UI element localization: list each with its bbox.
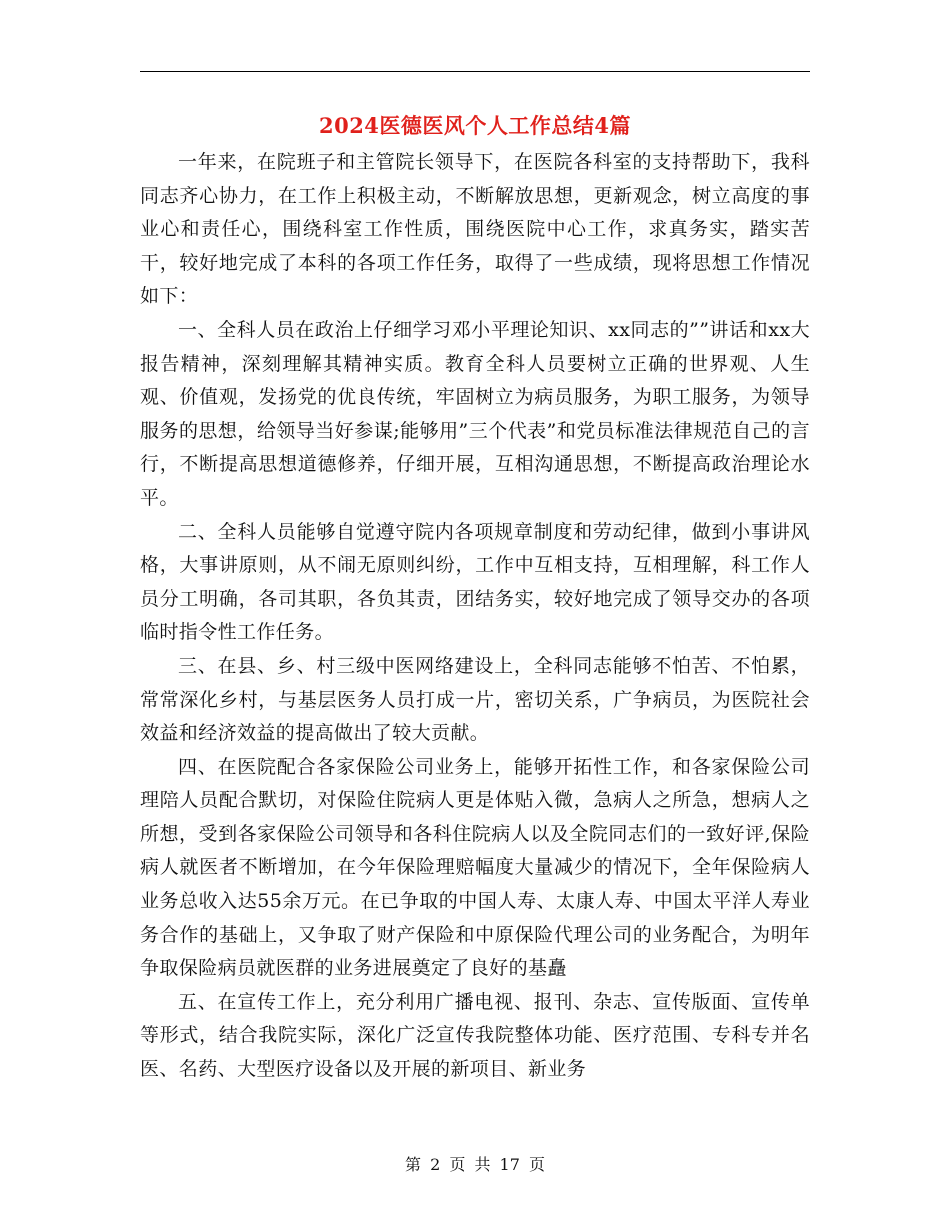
paragraph-section-1: 一、全科人员在政治上仔细学习邓小平理论知识、xx同志的””讲话和xx大报告精神，深刻理解其精神实质。教育全科人员要树立正确的世界观、人生观、价值观，发扬党的优良传统，牢固树立为病员服务，为职工服务，为领导服务的思想，给领导当好参谋;能够用”三个代表”和党员标准法律规范自己的言行，不断提高思想道德修养，仔细开展，互相沟通思想，不断提高政治理论水平。 [140, 318, 810, 509]
paragraph-section-5: 五、在宣传工作上，充分利用广播电视、报刊、杂志、宣传版面、宣传单等形式，结合我院实际，深化广泛宣传我院整体功能、医疗范围、专科专并名医、名药、大型医疗设备以及开展的新项目、新业务 [140, 990, 810, 1081]
paragraph-section-3: 三、在县、乡、村三级中医网络建设上，全科同志能够不怕苦、不怕累，常常深化乡村，与基层医务人员打成一片，密切关系，广争病员，为医院社会效益和经济效益的提高做出了较大贡献。 [140, 654, 810, 745]
paragraph-section-4: 四、在医院配合各家保险公司业务上，能够开拓性工作，和各家保险公司理陪人员配合默切，对保险住院病人更是体贴入微，急病人之所急，想病人之所想，受到各家保险公司领导和各科住院病人以及全院同志们的一致好评,保险病人就医者不断增加，在今年保险理赔幅度大量减少的情况下，全年保险病人业务总收入达55余万元。在已争取的中国人寿、太康人寿、中国太平洋人寿业务合作的基础上，又争取了财产保险和中原保险代理公司的业务配合，为明年争取保险病员就医群的业务进展奠定了良好的基矗 [140, 755, 810, 980]
paragraph-section-2: 二、全科人员能够自觉遵守院内各项规章制度和劳动纪律，做到小事讲风格，大事讲原则，从不闹无原则纠纷，工作中互相支持，互相理解，科工作人员分工明确，各司其职，各负其责，团结务实，较好地完成了领导交办的各项临时指令性工作任务。 [140, 520, 810, 644]
header-rule [140, 71, 810, 72]
page-number-footer: 第 2 页 共 17 页 [405, 1155, 545, 1174]
document-body [140, 146, 810, 1087]
document-title: 2024医德医风个人工作总结4篇 [318, 113, 632, 138]
paragraph-intro: 一年来，在院班子和主管院长领导下，在医院各科室的支持帮助下，我科同志齐心协力，在工作上积极主动，不断解放思想，更新观念，树立高度的事业心和责任心，围绕科室工作性质，围绕医院中心工作，求真务实，踏实苦干，较好地完成了本科的各项工作任务，取得了一些成绩，现将思想工作情况如下： [140, 151, 810, 308]
